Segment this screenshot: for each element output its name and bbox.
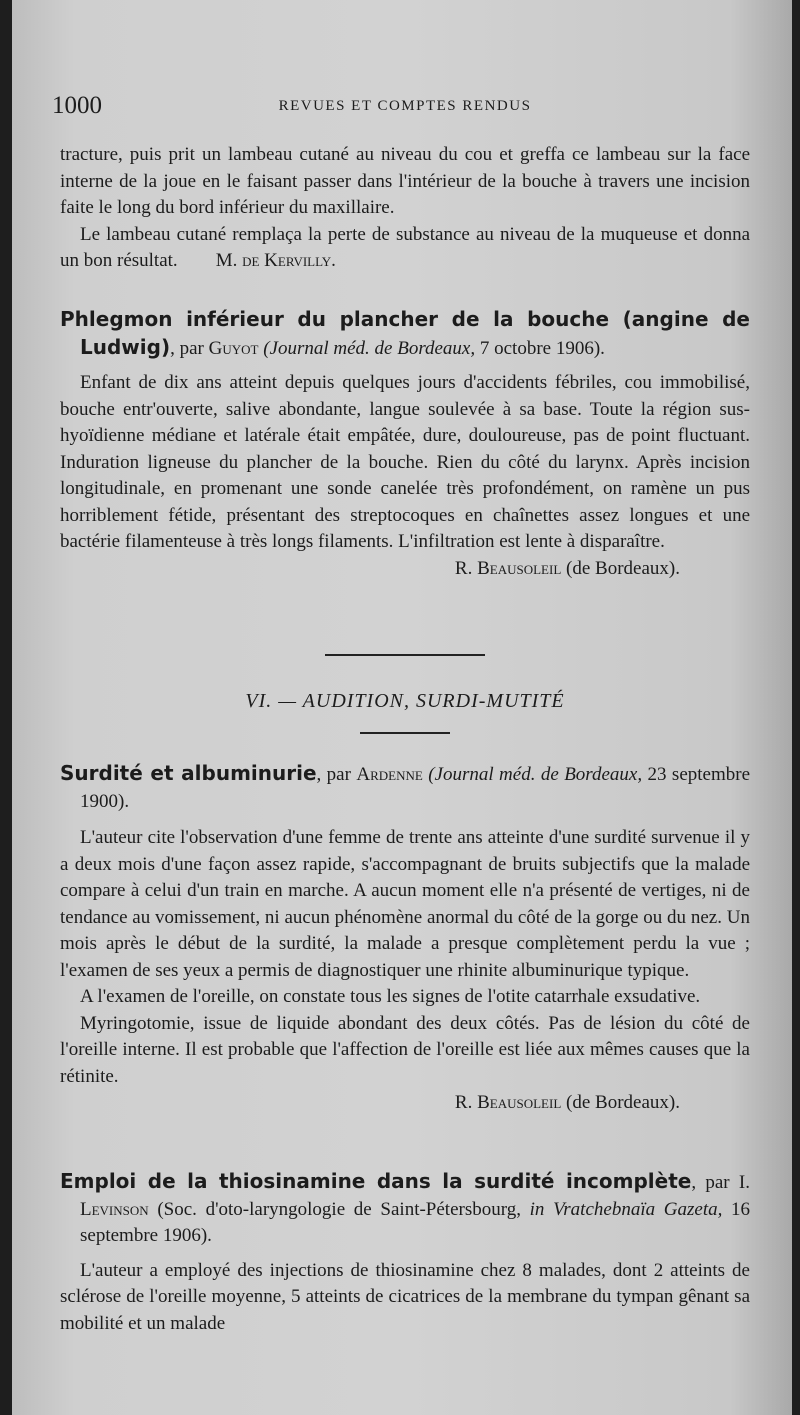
article-2-date: 23 septembre 1900). — [80, 764, 751, 812]
article-1-signature: R. Beausoleil (de Bordeaux). — [454, 557, 680, 579]
article-3-journal: in Vratchebnaïa Gazeta, — [529, 1198, 723, 1220]
article-3-body: L'auteur a employé des injections de thiosinamine chez 8 malades, dont 2 atteints de sclérose de l'oreille moyenne, 5 atteints de cicatrices de la membrane du tympan gênant sa mobilité et un malade — [60, 1259, 750, 1334]
intro-paragraph-2: Le lambeau cutané remplaça la perte de substance au niveau de la muqueuse et donna un bon résultat. M. de Kervilly. — [60, 223, 750, 271]
article-3-heading: Emploi de la thiosinamine dans la surdité incomplète, par I. Levinson (Soc. d'oto-laryngologie de Saint-Pétersbourg, in Vratchebnaïa Gazeta, 16 septembre 1906). — [60, 1169, 751, 1246]
page-header — [52, 92, 750, 122]
article-2-paragraph-2: A l'examen de l'oreille, on constate tous les signes de l'otite catarrhale exsudative. — [80, 986, 701, 1007]
intro-paragraph-1: tracture, puis prit un lambeau cutané au niveau du cou et greffa ce lambeau sur la face interne de la joue en le faisant passer dans l'intérieur de la bouche à travers une incision faite le long du bord inférieur du maxillaire. — [60, 144, 750, 218]
section-divider — [60, 654, 750, 656]
article-2-paragraph-1: L'auteur cite l'observation d'une femme de trente ans atteinte d'une surdité survenue il y a deux mois d'une façon assez rapide, s'accompagnant de bruits subjectifs que la malade compare à celui d'un train en marche. A aucun moment elle n'a présenté de vertiges, ni de tendance au vomissement, ni aucun phénomène anormal du côté de la gorge ou du nez. Un mois après le début de la surdité, la malade a presque complètement perdu la vue ; l'examen de ses yeux a permis de diagnostiquer une rhinite albuminurique typique. — [60, 827, 750, 981]
page-number: 1000 — [52, 92, 102, 119]
running-title: REVUES ET COMPTES RENDUS — [278, 98, 532, 114]
divider-rule-top — [325, 654, 485, 656]
article-1-source: (Journal méd. de Bordeaux, — [263, 338, 476, 359]
article-2-paragraph-3: Myringotomie, issue de liquide abondant des deux côtés. Pas de lésion du côté de l'oreille interne. Il est probable que l'affection de l'oreille est liée aux mêmes causes que la rétinite. — [60, 1012, 750, 1087]
section-heading: VI. — AUDITION, SURDI-MUTITÉ — [245, 690, 565, 712]
article-1-author: Guyot — [208, 338, 259, 359]
article-2-heading: Surdité et albuminurie, par Ardenne (Journal méd. de Bordeaux, 23 septembre 1900). — [60, 761, 751, 812]
article-2-title: Surdité et albuminurie — [60, 761, 317, 785]
article-2 — [60, 760, 750, 1117]
article-3-title: Emploi de la thiosinamine dans la surdité incomplète — [60, 1169, 692, 1193]
article-3 — [60, 1168, 750, 1337]
article-1-date: 7 octobre 1906). — [479, 338, 605, 359]
article-1-title: Phlegmon inférieur du plancher de la bouche (angine de Ludwig) — [60, 307, 750, 359]
article-1 — [60, 306, 750, 582]
article-3-author: Levinson — [80, 1198, 149, 1220]
intro-block — [60, 142, 750, 275]
article-2-source: (Journal méd. de Bordeaux, — [428, 764, 643, 785]
section-heading-block — [60, 690, 750, 713]
section-rule-block — [60, 732, 750, 734]
article-1-body: Enfant de dix ans atteint depuis quelques jours d'accidents fébriles, cou immobilisé, bouche entr'ouverte, salive abondante, langue soulevée à sa base. Toute la région sus-hyoïdienne médiane et latérale était empâtée, dure, douloureuse, pas de point fluctuant. Induration ligneuse du plancher de la bouche. Rien du côté du larynx. Après incision longitudinale, en promenant une sonde canelée très profondément, on ramène un pus horriblement fétide, présentant des streptocoques en chaînettes assez longues et une bactérie filamenteuse à très longs filaments. L'infiltration est lente à disparaître. — [60, 372, 750, 552]
article-2-signature: R. Beausoleil (de Bordeaux). — [454, 1092, 680, 1113]
article-2-author: Ardenne — [356, 764, 423, 785]
book-page — [12, 0, 792, 1415]
article-3-date: 16 septembre 1906). — [80, 1198, 751, 1246]
article-3-source: (Soc. d'oto-laryngologie de Saint-Pétersbourg, — [157, 1198, 521, 1220]
article-1-heading: Phlegmon inférieur du plancher de la bouche (angine de Ludwig), par Guyot (Journal méd. de Bordeaux, 7 octobre 1906). — [60, 307, 750, 359]
intro-signature: M. de Kervilly. — [215, 250, 336, 271]
divider-rule-bottom — [360, 732, 450, 734]
